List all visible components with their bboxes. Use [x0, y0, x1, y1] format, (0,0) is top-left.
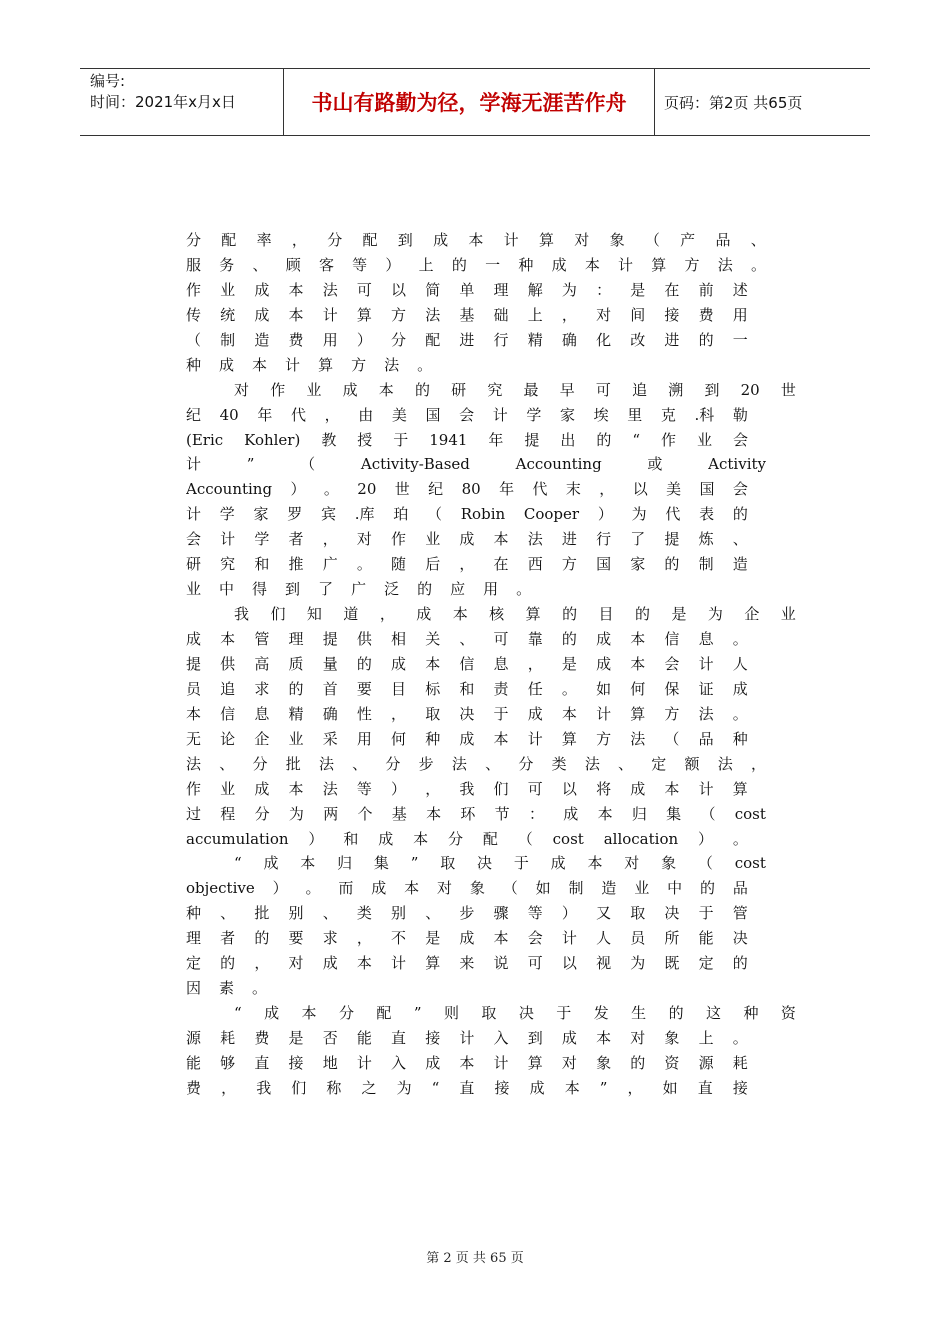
header-motto: 书山有路勤为径，学海无涯苦作舟	[283, 69, 655, 135]
text-line: 会 计 学 者 ， 对 作 业 成 本 法 进 行 了 提 炼 、	[186, 530, 748, 549]
text-line: 传 统 成 本 计 算 方 法 基 础 上 ， 对 间 接 费 用	[186, 305, 748, 324]
header-left	[80, 69, 283, 135]
text-line: 能 够 直 接 地 计 入 成 本 计 算 对 象 的 资 源 耗	[186, 1053, 748, 1072]
text-line: accumulation ） 和 成 本 分 配 （ cost allocation ） 。	[186, 829, 748, 848]
text-line: 研 究 和 推 广 。 随 后 ， 在 西 方 国 家 的 制 造	[186, 555, 748, 574]
text-line: 法 、 分 批 法 、 分 步 法 、 分 类 法 、 定 额 法 ，	[186, 754, 766, 773]
text-line: 成 本 管 理 提 供 相 关 、 可 靠 的 成 本 信 息 。	[186, 630, 748, 648]
time-label: 时间：2021年x月x日	[90, 93, 236, 111]
text-line: “ 成 本 归 集 ” 取 决 于 成 本 对 象 （ cost	[234, 854, 766, 873]
text-line: 纪 40 年 代 ， 由 美 国 会 计 学 家 埃 里 克 .科 勒	[186, 405, 748, 424]
text-line: 因 素 。	[186, 979, 268, 998]
header-page-label: 页码：第2页 共65页	[664, 93, 803, 112]
number-label: 编号:	[90, 72, 126, 90]
text-line: 计 学 家 罗 宾 .库 珀 （ Robin Cooper ） 为 代 表 的	[186, 505, 748, 524]
page-footer: 第 2 页 共 65 页	[426, 1251, 524, 1266]
text-line: （ 制 造 费 用 ） 分 配 进 行 精 确 化 改 进 的 一	[186, 330, 748, 349]
text-line: 作 业 成 本 法 等 ） ， 我 们 可 以 将 成 本 计 算	[186, 779, 748, 798]
text-line: 作 业 成 本 法 可 以 简 单 理 解 为 ： 是 在 前 述	[186, 280, 748, 299]
text-line: (Eric Kohler) 教 授 于 1941 年 提 出 的 “ 作 业 会	[186, 430, 748, 449]
text-line: 业 中 得 到 了 广 泛 的 应 用 。	[186, 580, 532, 599]
text-line: 定 的 ， 对 成 本 计 算 来 说 可 以 视 为 既 定 的	[186, 954, 748, 973]
text-line: 理 者 的 要 求 ， 不 是 成 本 会 计 人 员 所 能 决	[186, 929, 748, 948]
text-line: 种 成 本 计 算 方 法 。	[186, 355, 433, 374]
text-line: 员 追 求 的 首 要 目 标 和 责 任 。 如 何 保 证 成	[186, 679, 748, 698]
text-line: 服 务 、 顾 客 等 ） 上 的 一 种 成 本 计 算 方 法 。	[186, 255, 766, 274]
text-line: 计 ” （ Activity-Based Accounting 或 Activity	[186, 455, 766, 474]
text-line: 本 信 息 精 确 性 ， 取 决 于 成 本 计 算 方 法 。	[186, 704, 748, 723]
text-line: 无 论 企 业 采 用 何 种 成 本 计 算 方 法 （ 品 种	[186, 729, 748, 748]
text-line: 种 、 批 别 、 类 别 、 步 骤 等 ） 又 取 决 于 管	[186, 904, 748, 923]
text-line: 对 作 业 成 本 的 研 究 最 早 可 追 溯 到 20 世	[234, 380, 796, 399]
text-line: 我 们 知 道 ， 成 本 核 算 的 目 的 是 为 企 业	[234, 605, 796, 624]
text-line: 提 供 高 质 量 的 成 本 信 息 ， 是 成 本 会 计 人	[186, 654, 748, 673]
text-line: 分 配 率 ， 分 配 到 成 本 计 算 对 象 （ 产 品 、	[186, 231, 766, 249]
page-header	[80, 68, 870, 136]
text-line: 过 程 分 为 两 个 基 本 环 节 ： 成 本 归 集 （ cost	[186, 804, 766, 823]
text-line: Accounting ） 。 20 世 纪 80 年 代 末 ， 以 美 国 会	[186, 480, 748, 499]
text-line: 费 ， 我 们 称 之 为 “ 直 接 成 本 ” ， 如 直 接	[186, 1078, 748, 1097]
text-line: 源 耗 费 是 否 能 直 接 计 入 到 成 本 对 象 上 。	[186, 1029, 748, 1047]
body-text	[186, 228, 796, 1101]
text-line: “ 成 本 分 配 ” 则 取 决 于 发 生 的 这 种 资	[234, 1004, 796, 1023]
text-line: objective ） 。 而 成 本 对 象 （ 如 制 造 业 中 的 品	[186, 879, 748, 898]
